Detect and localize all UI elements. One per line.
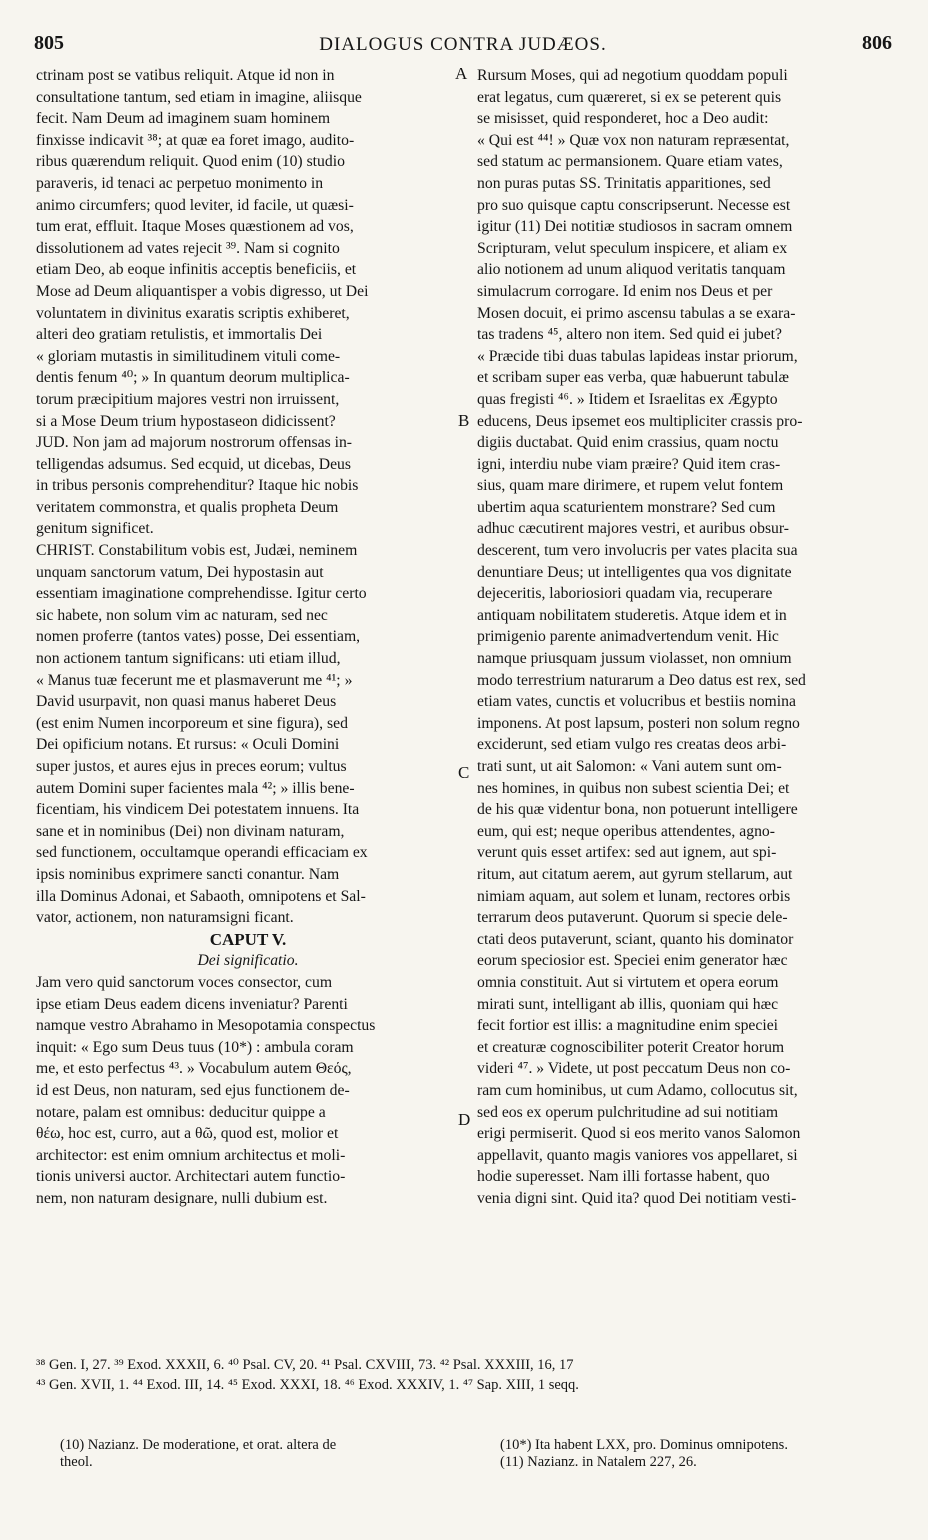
text-line: denuntiare Deus; ut intelligentes qua vos dignitate <box>477 563 792 581</box>
margin-letter-c: C <box>458 763 470 782</box>
text-line: fecit fortior est illis: a magnitudine enim speciei <box>477 1017 779 1035</box>
text-line: unquam sanctorum vatum, Dei hypostasin aut <box>36 563 324 581</box>
text-line: ritum, aut citatum aerem, aut gyrum stellarum, aut <box>477 865 793 883</box>
left-column <box>36 65 460 1209</box>
text-line: Scripturam, velut speculum inspicere, et aliam ex <box>477 239 788 257</box>
chapter-subtitle: Dei significatio. <box>197 952 299 970</box>
text-line: tas tradens ⁴⁵, altero non item. Sed quid ei jubet? <box>477 326 783 344</box>
page-number-left: 805 <box>34 32 64 54</box>
text-line: Jam vero quid sanctorum voces consector, cum <box>36 973 333 991</box>
text-line: etiam Deo, ab eoque infinitis acceptis beneficiis, et <box>36 261 357 279</box>
text-line: alio notionem ad unum aliquod veritatis tanquam <box>477 261 786 279</box>
text-line: igni, interdiu nube viam præire? Quid item cras- <box>477 455 781 473</box>
text-line: omnia constituit. Aut si virtutem et opera eorum <box>477 973 779 991</box>
notes-right <box>500 1437 788 1471</box>
text-line: educens, Deus ipsemet eos multipliciter crassis pro- <box>477 412 803 430</box>
text-line: eorum speciosior est. Speciei enim generator hæc <box>477 952 788 970</box>
text-line: simulacrum corrogare. Id enim nos Deus et per <box>477 282 773 300</box>
text-line: torum præcipitium majores vestri non irruissent, <box>36 390 340 408</box>
footnote-line: (11) Nazianz. in Natalem 227, 26. <box>500 1454 697 1470</box>
text-line: (est enim Numen incorporeum et sine figura), sed <box>36 714 348 732</box>
text-line: alteri deo gratiam retulistis, et immortalis Dei <box>36 326 323 344</box>
text-line: Dei opificium notans. Et rursus: « Oculi Domini <box>36 736 340 754</box>
text-line: David usurpavit, non quasi manus haberet Deus <box>36 693 337 711</box>
text-line: Rursum Moses, qui ad negotium quoddam populi <box>477 67 788 84</box>
text-line: « Præcide tibi duas tabulas lapideas instar priorum, <box>477 347 798 365</box>
text-line: ipsis nominibus exprimere sancti conantur. Nam <box>36 865 340 883</box>
text-line: terrarum deos putaverunt. Quorum si specie dele- <box>477 909 788 927</box>
page-number-right: 806 <box>862 32 892 54</box>
text-line: appellavit, quanto magis vaniores vos appellaret, si <box>477 1146 798 1164</box>
text-line: dejeceritis, laboriosiori quadam via, recuperare <box>477 585 773 603</box>
text-line: ipse etiam Deus eadem dicens inveniatur? Parenti <box>36 995 348 1013</box>
footnote-line: theol. <box>60 1454 93 1470</box>
footnote-line: (10) Nazianz. De moderatione, et orat. altera de <box>60 1437 337 1453</box>
text-line: ctrinam post se vatibus reliquit. Atque id non in <box>36 67 335 84</box>
text-line: fecit. Nam Deum ad imaginem suam hominem <box>36 110 331 128</box>
margin-letter-d: D <box>458 1110 471 1129</box>
text-line: essentiam imaginatione comprehendisse. Igitur certo <box>36 585 367 603</box>
text-line: sic habete, non solum vim ac naturam, sed nec <box>36 606 328 624</box>
text-line: dentis fenum ⁴⁰; » In quantum deorum multiplica- <box>36 369 350 387</box>
chapter-heading: CAPUT V. <box>209 929 287 949</box>
text-line: animo circumfers; quod leviter, id facile, ut quæsi- <box>36 196 354 214</box>
text-line: si a Mose Deum trium hypostaseon didicissent? <box>36 412 336 430</box>
text-line: de his quæ videntur bona, non potuerunt intelligere <box>477 801 798 819</box>
text-line: notare, palam est omnibus: deducitur quippe a <box>36 1103 326 1121</box>
text-line: se misisset, quid responderet, hoc a Deo audit: <box>477 110 769 128</box>
text-line: hodie superesset. Nam illi fortasse habent, quo <box>477 1168 770 1186</box>
text-line: sius, quam mare dirimere, et rupem velut fontem <box>477 477 784 495</box>
margin-letter-b: B <box>458 411 470 430</box>
text-line: pro suo quisque captu conscripserunt. Necesse est <box>477 196 791 214</box>
text-line: sed statum ac permansionem. Quare etiam vates, <box>477 153 783 171</box>
text-line: exciderunt, sed etiam vulgo res creatas deos arbi- <box>477 736 787 754</box>
running-header <box>34 32 892 56</box>
scripture-references-line-2: ⁴³ Gen. XVII, 1. ⁴⁴ Exod. III, 14. ⁴⁵ Exod. XXXI, 18. ⁴⁶ Exod. XXXIV, 1. ⁴⁷ Sap. XIII, 1 seqq. <box>36 1377 579 1393</box>
text-line: paraveris, id tenaci ac perpetuo monimento in <box>36 174 324 192</box>
text-line: non puras putas SS. Trinitatis apparitiones, sed <box>477 174 771 192</box>
text-line: illa Dominus Adonai, et Sabaoth, omnipotens et Sal- <box>36 887 366 905</box>
text-line: verunt quis esset artifex: sed aut ignem, aut spi- <box>477 844 777 862</box>
text-line: CHRIST. Constabilitum vobis est, Judæi, neminem <box>36 542 358 560</box>
text-line: « gloriam mutastis in similitudinem vituli come- <box>36 347 341 365</box>
notes-left <box>60 1437 336 1471</box>
text-line: et creaturæ cognoscibiliter poterit Creator horum <box>477 1038 785 1056</box>
text-line: mirati sunt, intelligant ab illis, quoniam qui hæc <box>477 995 779 1013</box>
text-line: voluntatem in divinitus exaratis scriptis exhiberet, <box>36 304 350 322</box>
text-line: nes homines, in quibus non subest scientia Dei; et <box>477 779 790 797</box>
text-line: θέω, hoc est, curro, aut a θῶ, quod est, molior et <box>36 1125 339 1143</box>
text-line: modo terrestrium naturarum a Deo datus est rex, sed <box>477 671 806 689</box>
text-line: super justos, et aures ejus in preces eorum; vultus <box>36 758 347 775</box>
text-line: telligendas adsumus. Sed ecquid, ut dicebas, Deus <box>36 455 351 473</box>
text-line: namque priusquam jussum violasset, non omnium <box>477 650 792 668</box>
right-column <box>477 65 901 1209</box>
text-line: trati sunt, ut ait Salomon: « Vani autem sunt om- <box>477 758 782 775</box>
text-line: namque vestro Abrahamo in Mesopotamia conspectus <box>36 1017 376 1035</box>
text-line: ficentiam, his vindicem Dei potestatem innuens. Ita <box>36 801 360 819</box>
text-line: consultatione tantum, sed etiam in imagine, aliisque <box>36 88 362 106</box>
text-line: videri ⁴⁷. » Videte, ut post peccatum Deus non co- <box>477 1060 791 1078</box>
text-line: quas fregisti ⁴⁶. » Itidem et Israelitas ex Ægypto <box>477 390 778 408</box>
text-line: sane et in nominibus (Dei) non divinam naturam, <box>36 822 345 840</box>
text-line: eum, qui est; neque operibus attendentes, agno- <box>477 822 775 840</box>
text-line: erat legatus, cum quæreret, si ex se peterent quis <box>477 88 782 106</box>
text-line: non actionem tantum significans: uti etiam illud, <box>36 650 341 668</box>
text-line: Mose ad Deum aliquantisper a vobis digresso, ut Dei <box>36 282 369 300</box>
text-line: sed eos ex operum pulchritudine ad sui notitiam <box>477 1103 779 1121</box>
text-line: venia digni sint. Quid ita? quod Dei notitiam vesti- <box>477 1189 797 1207</box>
text-line: sed functionem, occultamque operandi efficaciam ex <box>36 844 368 862</box>
text-line: dissolutionem ad vates rejecit ³⁹. Nam si cognito <box>36 239 340 257</box>
text-line: digiis ductabat. Quid enim crassius, quam noctu <box>477 434 779 452</box>
text-line: erigi permiserit. Quod si eos merito vanos Salomon <box>477 1125 801 1143</box>
text-line: id est Deus, non naturam, sed ejus functionem de- <box>36 1081 350 1099</box>
text-line: tionis universi auctor. Architectari autem functio- <box>36 1168 346 1186</box>
text-line: igitur (11) Dei notitiæ studiosos in sacram omnem <box>477 218 793 236</box>
text-line: vator, actionem, non naturamsigni ficant. <box>36 909 294 927</box>
text-line: inquit: « Ego sum Deus tuus (10*) : ambula coram <box>36 1038 354 1056</box>
running-title: DIALOGUS CONTRA JUDÆOS. <box>319 34 607 55</box>
text-line: etiam vates, cunctis et volucribus et bestiis nomina <box>477 693 796 711</box>
text-line: « Manus tuæ fecerunt me et plasmaverunt me ⁴¹; » <box>36 671 353 689</box>
text-line: in tribus personis comprehenditur? Itaque hic nobis <box>36 477 359 495</box>
scripture-references-line-1: ³⁸ Gen. I, 27. ³⁹ Exod. XXXII, 6. ⁴⁰ Psal. CV, 20. ⁴¹ Psal. CXVIII, 73. ⁴² Psal. XXXIII, 16, 17 <box>36 1357 574 1373</box>
text-line: Mosen docuit, ei primo ascensu tabulas a se exara- <box>477 304 796 322</box>
text-line: descerent, tum vero involucris per vates placita sua <box>477 542 798 560</box>
text-line: antiquam nobilitatem studeretis. Atque idem et in <box>477 606 787 624</box>
text-line: nem, non naturam designare, nulli dubium est. <box>36 1189 328 1207</box>
text-line: genitum significet. <box>36 520 154 538</box>
text-line: me, et esto perfectus ⁴³. » Vocabulum autem Θεός, <box>36 1060 352 1078</box>
text-line: ubertim aqua scaturientem monstrare? Sed cum <box>477 498 776 516</box>
text-line: ctati deos putaverunt, sciant, quanto his dominator <box>477 930 794 948</box>
text-line: nomen proferre (tantos vates) posse, Dei essentiam, <box>36 628 361 646</box>
text-line: ram cum hominibus, ut cum Adamo, collocutus sit, <box>477 1081 798 1099</box>
text-line: « Qui est ⁴⁴! » Quæ vox non naturam repræsentat, <box>477 131 790 149</box>
text-line: nimiam aquam, aut solem et lunam, rectores orbis <box>477 887 791 905</box>
text-line: adhuc cæcutirent majores vestri, et auribus obsur- <box>477 520 790 538</box>
text-line: tum erat, effluit. Itaque Moses quæstionem ad vos, <box>36 218 354 236</box>
text-line: architector: est enim omnium architectus et moli- <box>36 1146 346 1164</box>
text-line: finxisse indicavit ³⁸; at quæ ea foret imago, audito- <box>36 131 355 149</box>
text-line: imponens. At post lapsum, posteri non solum regno <box>477 714 800 732</box>
text-line: et scribam super eas verba, quæ habuerunt tabulæ <box>477 369 789 387</box>
text-line: autem Domini super facientes mala ⁴²; » illis bene- <box>36 779 355 797</box>
text-line: veritatem commonstra, et qualis propheta Deum <box>36 498 339 516</box>
text-line: ribus quærendum reliquit. Quod enim (10) studio <box>36 153 345 171</box>
footnote-line: (10*) Ita habent LXX, pro. Dominus omnipotens. <box>500 1437 788 1453</box>
text-line: JUD. Non jam ad majorum nostrorum offensas in- <box>36 434 353 452</box>
text-line: primigenio parente animadvertendum venit. Hic <box>477 628 779 646</box>
margin-letter-a: A <box>455 64 468 83</box>
